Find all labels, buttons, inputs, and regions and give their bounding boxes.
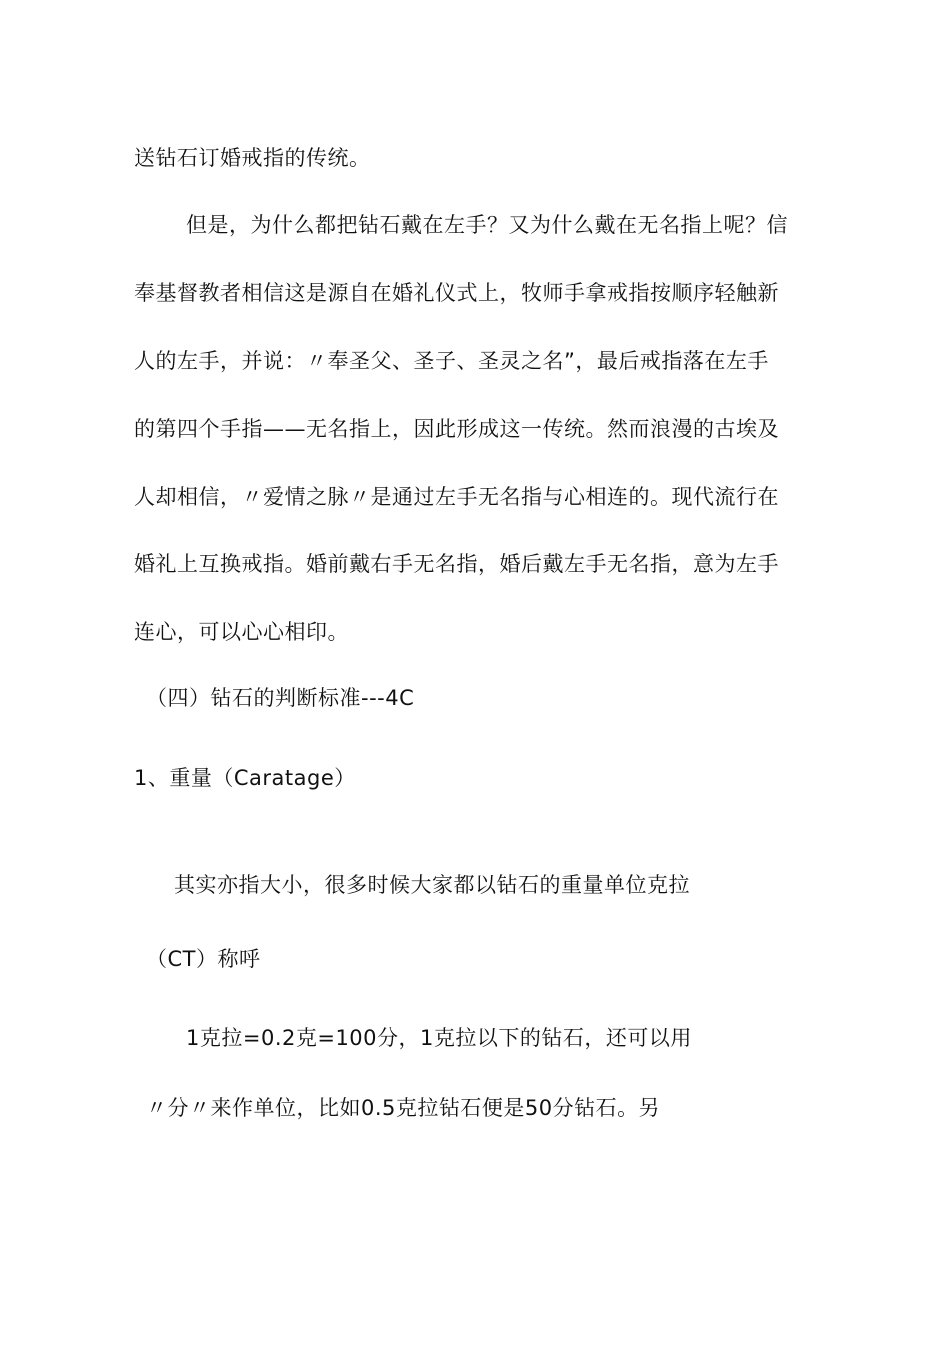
paragraph-line-8: 连心，可以心心相印。: [134, 620, 349, 644]
paragraph-line-3: 奉基督教者相信这是源自在婚礼仪式上，牧师手拿戒指按顺序轻触新: [134, 281, 779, 305]
subsection-heading: 1、重量（Caratage）: [134, 766, 356, 790]
paragraph-line-6: 人却相信，〃爱情之脉〃是通过左手无名指与心相连的。现代流行在: [134, 485, 779, 509]
paragraph-line-12: 〃分〃来作单位，比如0.5克拉钻石便是50分钻石。另: [146, 1096, 661, 1120]
paragraph-line-5: 的第四个手指——无名指上，因此形成这一传统。然而浪漫的古埃及: [134, 417, 779, 441]
paragraph-line-4: 人的左手，并说：〃奉圣父、圣子、圣灵之名”，最后戒指落在左手: [134, 349, 769, 373]
paragraph-line-7: 婚礼上互换戒指。婚前戴右手无名指，婚后戴左手无名指，意为左手: [134, 552, 779, 576]
paragraph-line-11: 1克拉=0.2克=100分，1克拉以下的钻石，还可以用: [186, 1026, 692, 1050]
paragraph-line-1: 送钻石订婚戒指的传统。: [134, 146, 371, 170]
section-heading: （四）钻石的判断标准---4C: [146, 686, 415, 710]
paragraph-line-9: 其实亦指大小，很多时候大家都以钻石的重量单位克拉: [174, 873, 690, 897]
paragraph-line-2: 但是，为什么都把钻石戴在左手？又为什么戴在无名指上呢？信: [186, 213, 788, 237]
paragraph-line-10: （CT）称呼: [146, 947, 261, 971]
